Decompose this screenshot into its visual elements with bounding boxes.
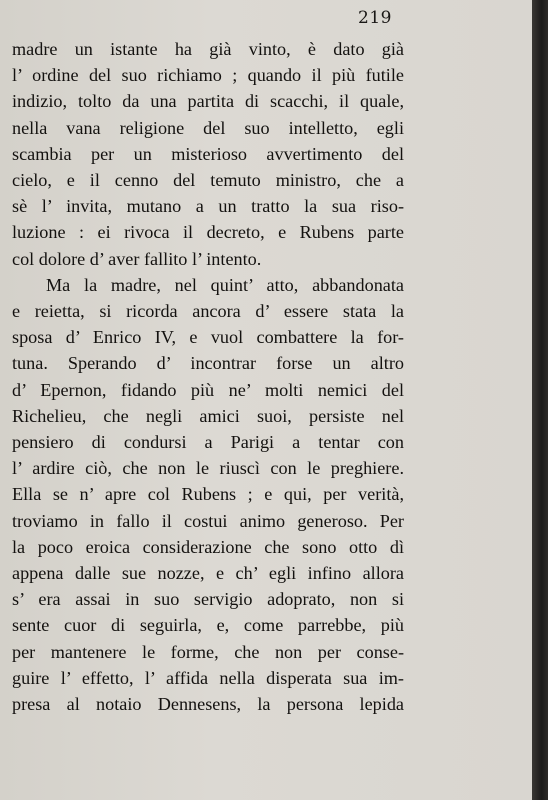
text-line: troviamo in fallo il costui animo generoso. Per [12, 510, 404, 531]
text-line: cielo, e il cenno del temuto ministro, che a [12, 170, 404, 191]
text-line: s’ era assai in suo servigio adoprato, non si [12, 589, 404, 610]
body-text [12, 36, 404, 717]
text-line: la poco eroica considerazione che sono otto dì [12, 536, 404, 557]
page-number: 219 [358, 8, 392, 28]
text-line: Ma la madre, nel quint’ atto, abbandonata [46, 274, 404, 295]
text-line: l’ ardire ciò, che non le riuscì con le preghiere. [12, 458, 404, 479]
page-edge-shadow [532, 0, 548, 800]
text-line: tuna. Sperando d’ incontrar forse un altro [12, 353, 404, 374]
text-line: l’ ordine del suo richiamo ; quando il più futile [12, 65, 404, 86]
text-line: madre un istante ha già vinto, è dato già [12, 39, 404, 59]
text-line: Richelieu, che negli amici suoi, persiste nel [12, 405, 404, 426]
text-line: indizio, tolto da una partita di scacchi, il quale, [12, 91, 404, 112]
text-line: per mantenere le forme, che non per conse- [12, 641, 404, 662]
text-line: Ella se n’ apre col Rubens ; e qui, per verità, [12, 484, 404, 505]
text-line: sposa d’ Enrico IV, e vuol combattere la for- [12, 327, 404, 348]
text-line: pensiero di condursi a Parigi a tentar con [12, 432, 404, 453]
text-line: scambia per un misterioso avvertimento del [12, 143, 404, 164]
text-line: appena dalle sue nozze, e ch’ egli infino allora [12, 563, 404, 584]
text-line: presa al notaio Dennesens, la persona lepida [12, 694, 404, 715]
text-line: sente cuor di seguirla, e, come parrebbe, più [12, 615, 404, 636]
text-line: luzione : ei rivoca il decreto, e Rubens parte [12, 222, 404, 243]
text-line: e reietta, si ricorda ancora d’ essere stata la [12, 301, 404, 322]
text-line: nella vana religione del suo intelletto, egli [12, 117, 404, 138]
text-line: sè l’ invita, mutano a un tratto la sua riso- [12, 196, 404, 217]
text-line: col dolore d’ aver fallito l’ intento. [12, 248, 262, 269]
text-line: guire l’ effetto, l’ affida nella disperata sua im- [12, 667, 404, 688]
text-line: d’ Epernon, fidando più ne’ molti nemici del [12, 379, 404, 400]
